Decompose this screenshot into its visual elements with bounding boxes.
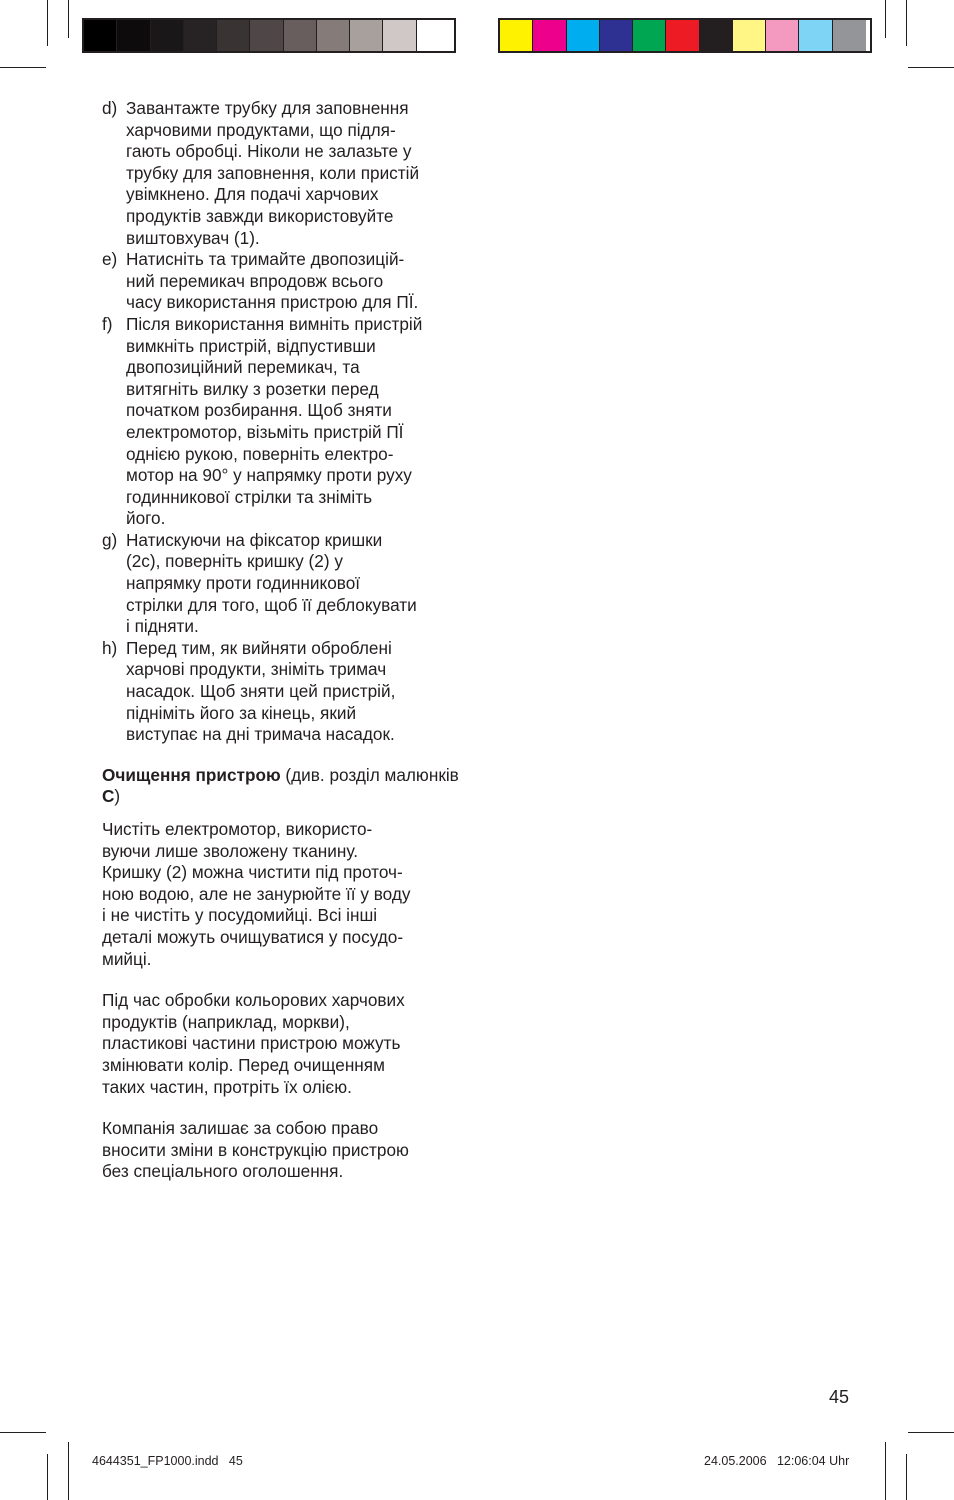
- color-swatch: [567, 20, 600, 51]
- crop-mark: [68, 1442, 69, 1500]
- color-swatch: [600, 20, 633, 51]
- color-swatch: [317, 20, 350, 51]
- disclaimer-paragraph: Компанія залишає за собою право вносити зміни в конструкцію пристрою без спеціального оголошення.: [102, 1118, 409, 1182]
- list-item-label: e): [102, 249, 118, 270]
- text-column: [102, 98, 472, 1183]
- list-item-text: Натискуючи на фіксатор кришки (2c), поверніть кришку (2) у напрямку проти годинникової стрілки для того, щоб її деблокувати і підняти.: [126, 529, 417, 637]
- page-number: 45: [829, 1387, 850, 1407]
- crop-mark: [0, 1432, 46, 1433]
- color-swatch: [250, 20, 283, 51]
- grayscale-color-bar: [82, 18, 456, 53]
- list-item-text: Перед тим, як вийняти оброблені харчові продукти, зніміть тримач насадок. Щоб зняти цей пристрій, підніміть його за кінець, який виступає на дні тримача насадок.: [126, 637, 396, 745]
- instruction-list: [102, 98, 472, 746]
- crop-mark: [906, 0, 907, 46]
- list-item-label: f): [102, 313, 113, 334]
- crop-mark: [906, 1454, 907, 1500]
- list-item: [102, 98, 472, 249]
- crop-mark: [908, 1432, 954, 1433]
- color-swatch: [184, 20, 217, 51]
- color-swatch: [284, 20, 317, 51]
- list-item-text: Завантажте трубку для заповнення харчовими продуктами, що підля- гають обробці. Ніколи не залазьте у трубку для заповнення, коли пристій увімкнено. Для подачі харчових продуктів завжди використовуйте виштовхувач (1).: [126, 98, 420, 248]
- color-swatch: [151, 20, 184, 51]
- color-swatch: [633, 20, 666, 51]
- list-item: [102, 530, 472, 638]
- color-swatch: [383, 20, 416, 51]
- cleaning-paragraph: Під час обробки кольорових харчових продуктів (наприклад, моркви), пластикові частини пристрою можуть змінювати колір. Перед очищенням таких частин, протріть їх олією.: [102, 990, 405, 1097]
- cleaning-paragraph: Чистіть електромотор, використо- вуючи лише зволожену тканину. Кришку (2) можна чистити під проточ- ною водою, але не занурюйте її у воду і не чистіть у посудомийці. Всі інші деталі можуть очищуватися у посудо- мийці.: [102, 819, 411, 969]
- color-swatch: [733, 20, 766, 51]
- list-item: [102, 314, 472, 530]
- list-item-text: Після використання вимніть пристрій вимкніть пристрій, відпустивши двопозиційний перемикач, та витягніть вилку з розетки перед початком розбирання. Щоб зняти електромотор, візьміть пристрій ПЇ однією рукою, поверніть електро- мотор на 90° у напрямку проти руху годинникової стрілки та зніміть його.: [126, 313, 423, 529]
- color-swatch: [799, 20, 832, 51]
- color-swatch: [833, 20, 866, 51]
- color-swatch: [84, 20, 117, 51]
- color-swatch: [217, 20, 250, 51]
- list-item-label: h): [102, 637, 118, 658]
- color-swatch: [500, 20, 533, 51]
- color-swatch: [117, 20, 150, 51]
- list-item: [102, 638, 472, 746]
- list-item-label: d): [102, 98, 118, 118]
- crop-mark: [908, 67, 954, 68]
- crop-mark: [885, 1442, 886, 1500]
- color-swatch: [350, 20, 383, 51]
- crop-mark: [885, 0, 886, 38]
- crop-mark: [68, 0, 69, 38]
- color-swatch: [700, 20, 733, 51]
- slug-timestamp: 24.05.2006 12:06:04 Uhr: [704, 1454, 850, 1468]
- process-color-bar: [498, 18, 872, 53]
- color-swatch: [417, 20, 450, 51]
- crop-mark: [0, 67, 46, 68]
- color-swatch: [533, 20, 566, 51]
- cleaning-heading: Очищення пристрою (див. розділ малюнків C): [102, 764, 459, 807]
- crop-mark: [47, 0, 48, 46]
- color-swatch: [766, 20, 799, 51]
- color-swatch: [666, 20, 699, 51]
- list-item-text: Натисніть та тримайте двопозицій- ний перемикач впродовж всього часу використання пристрою для ПЇ.: [126, 249, 419, 313]
- slug-filename: 4644351_FP1000.indd 45: [92, 1454, 243, 1468]
- list-item: [102, 249, 472, 314]
- crop-mark: [47, 1454, 48, 1500]
- list-item-label: g): [102, 529, 118, 550]
